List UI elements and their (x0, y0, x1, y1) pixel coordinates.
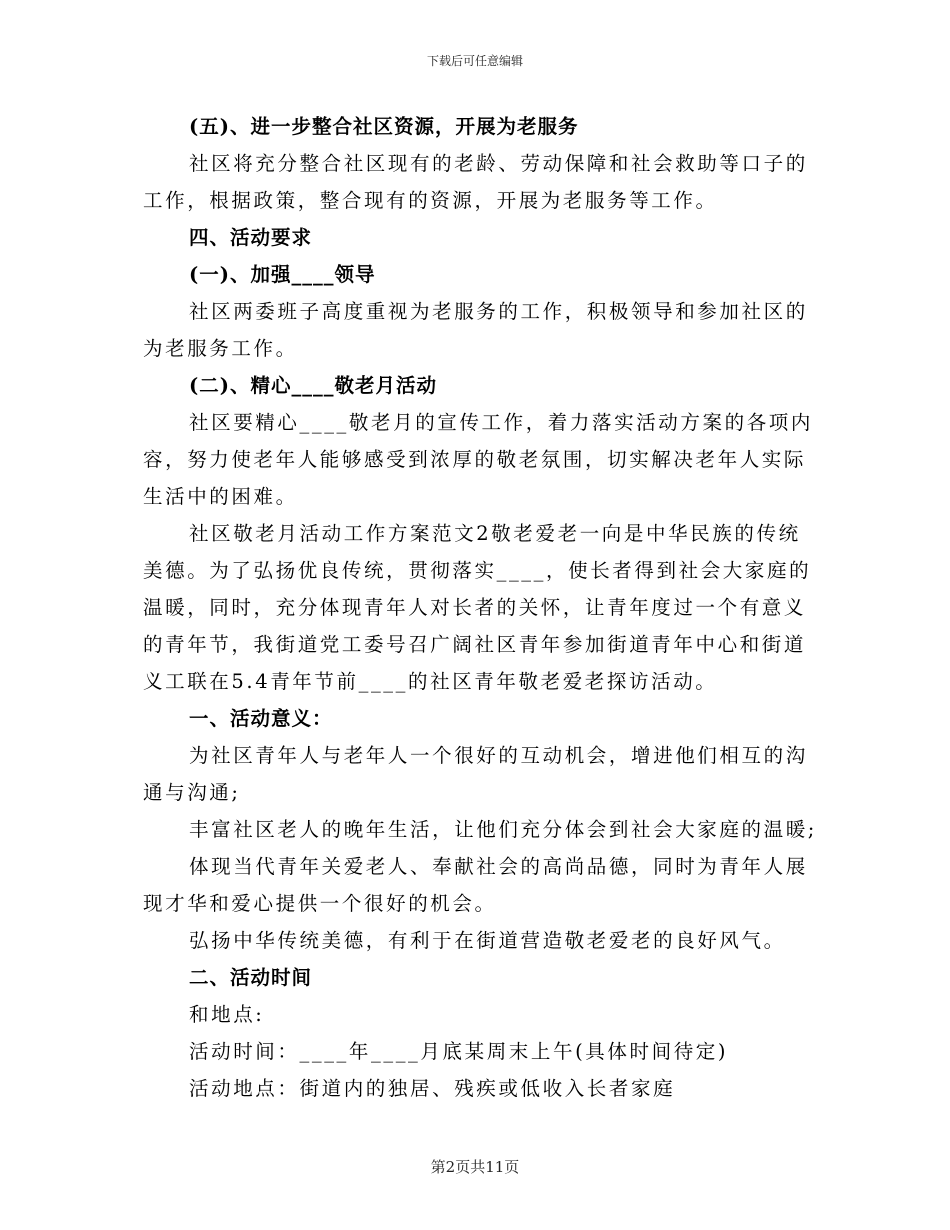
text-line: 生活中的困难。 (143, 485, 298, 508)
text-line: 为老服务工作。 (143, 337, 298, 360)
text-line: 通与沟通; (143, 781, 241, 804)
text-line: 义工联在5.4青年节前____的社区青年敬老爱老探访活动。 (143, 670, 718, 693)
text-line: 弘扬中华传统美德，有利于在街道营造敬老爱老的良好风气。 (189, 929, 786, 952)
text-line: 社区要精心____敬老月的宣传工作，着力落实活动方案的各项内 (189, 411, 814, 434)
text-line: 现才华和爱心提供一个很好的机会。 (143, 892, 497, 915)
text-line: 为社区青年人与老年人一个很好的互动机会，增进他们相互的沟 (189, 744, 808, 767)
paragraph-lines (143, 108, 817, 1107)
section-heading: (一)、加强____领导 (189, 263, 376, 286)
text-line: 社区敬老月活动工作方案范文2敬老爱老一向是中华民族的传统 (189, 522, 801, 545)
section-heading: (二)、精心____敬老月活动 (189, 374, 437, 397)
text-line: 活动时间：____年____月底某周末上午(具体时间待定) (189, 1040, 729, 1063)
text-line: 工作，根据政策，整合现有的资源，开展为老服务等工作。 (143, 189, 718, 212)
section-heading: (五)、进一步整合社区资源，开展为老服务 (189, 115, 579, 138)
page-footer: 第2页共11页 (430, 1158, 520, 1176)
text-line: 的青年节，我街道党工委号召广阔社区青年参加街道青年中心和街道 (143, 633, 807, 656)
section-heading: 一、活动意义： (189, 707, 333, 730)
text-line: 温暖，同时，充分体现青年人对长者的关怀，让青年度过一个有意义 (143, 596, 807, 619)
text-line: 社区两委班子高度重视为老服务的工作，积极领导和参加社区的 (189, 300, 808, 323)
text-line: 丰富社区老人的晚年生活，让他们充分体会到社会大家庭的温暖; (189, 818, 817, 841)
section-heading: 二、活动时间 (189, 966, 313, 989)
text-line: 活动地点：街道内的独居、残疾或低收入长者家庭 (189, 1077, 676, 1100)
text-line: 体现当代青年关爱老人、奉献社会的高尚品德，同时为青年人展 (189, 855, 808, 878)
section-heading: 四、活动要求 (189, 226, 313, 249)
document-body (143, 108, 817, 1107)
text-line: 容，努力使老年人能够感受到浓厚的敬老氛围，切实解决老年人实际 (143, 448, 807, 471)
text-line: 和地点: (189, 1003, 265, 1026)
text-line: 社区将充分整合社区现有的老龄、劳动保障和社会救助等口子的 (189, 152, 808, 175)
text-line: 美德。为了弘扬优良传统，贯彻落实____，使长者得到社会大家庭的 (143, 559, 812, 582)
page-header: 下载后可任意编辑 (426, 54, 523, 68)
